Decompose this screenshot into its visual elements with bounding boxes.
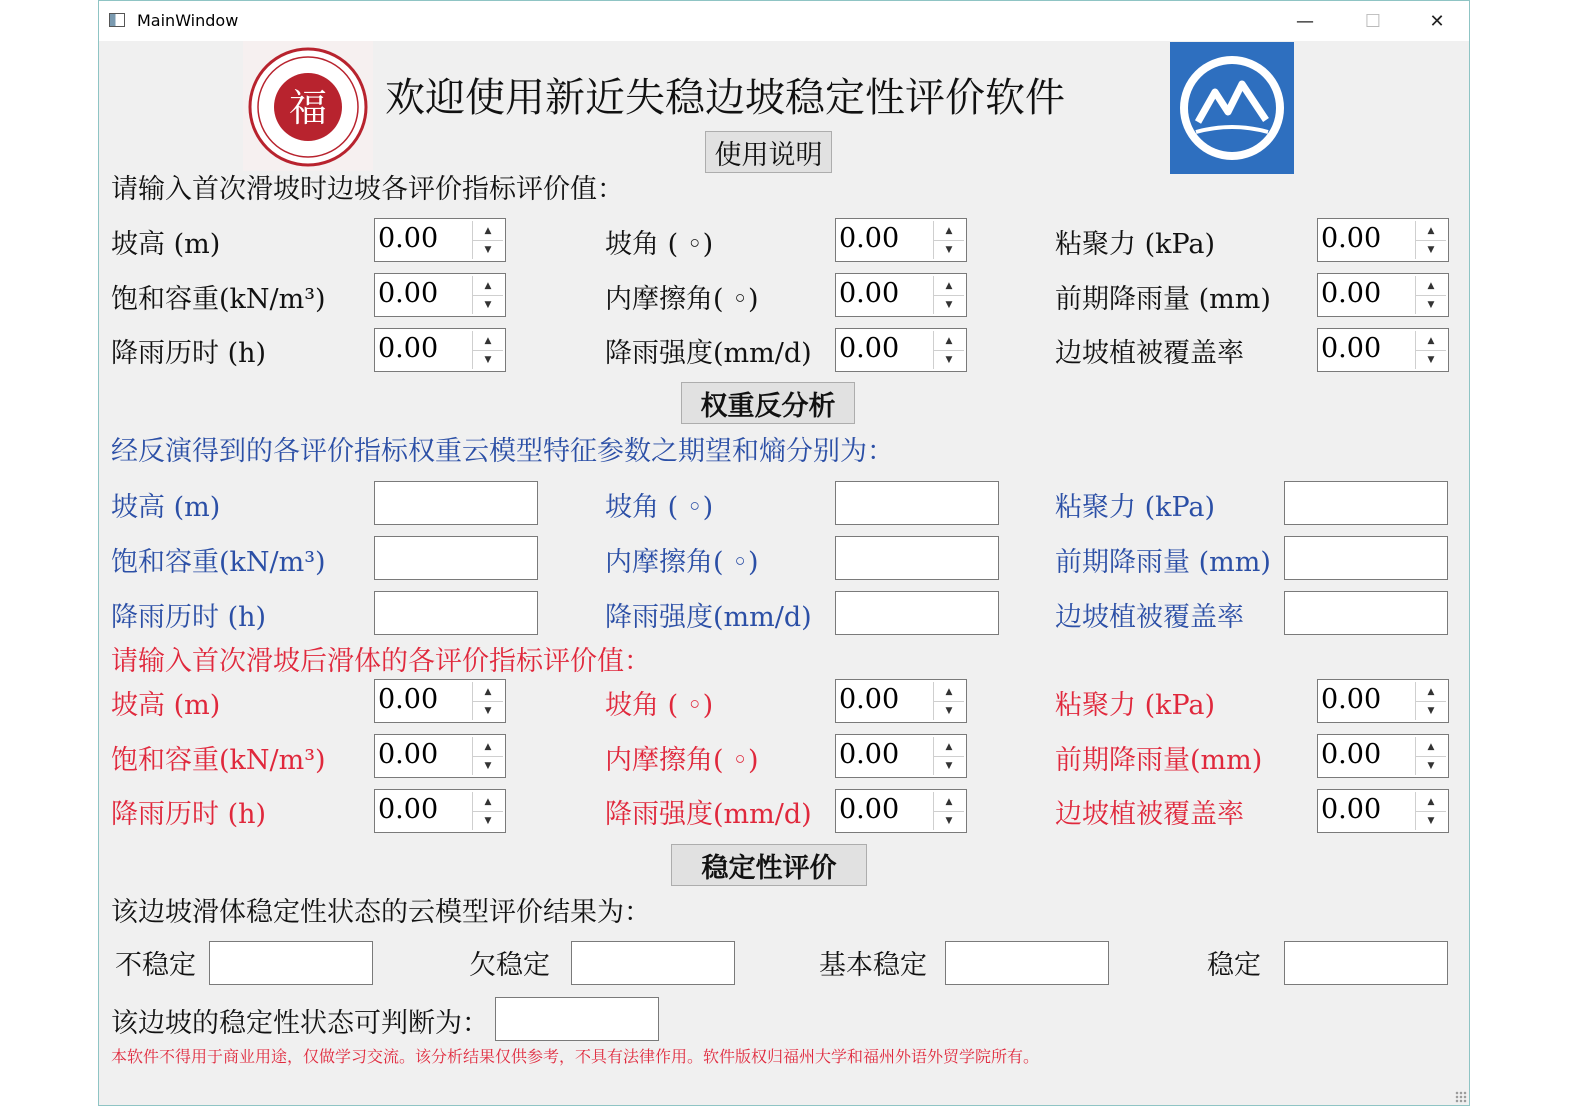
- spin-down-arrow-icon[interactable]: ▼: [1427, 815, 1435, 826]
- app-icon: [109, 13, 125, 27]
- spin-up-arrow-icon[interactable]: ▲: [1416, 682, 1446, 702]
- spin-down-arrow-icon[interactable]: ▼: [1427, 299, 1435, 310]
- spin-down-arrow-icon[interactable]: ▼: [945, 244, 953, 255]
- s3-slope-height-spinbox[interactable]: [374, 679, 506, 723]
- stable-output[interactable]: [1284, 941, 1448, 985]
- label-unstable: 不稳定: [115, 950, 196, 981]
- window-title: MainWindow: [137, 11, 239, 30]
- spin-down-arrow-icon[interactable]: ▼: [484, 815, 492, 826]
- s1-label-rain-duration: 降雨历时 (h): [111, 338, 267, 369]
- s3-label-unit-weight: 饱和容重(kN/m³): [111, 745, 326, 776]
- spin-value[interactable]: 0.00: [1321, 794, 1382, 825]
- s1-slope-angle-spinbox[interactable]: [835, 218, 967, 262]
- s1-rain-duration-spinbox[interactable]: [374, 328, 506, 372]
- maximize-button[interactable]: ☐: [1364, 10, 1382, 32]
- spin-value[interactable]: 0.00: [839, 333, 900, 364]
- spin-down-arrow-icon[interactable]: ▼: [945, 760, 953, 771]
- help-button[interactable]: 使用说明: [705, 131, 832, 173]
- s2-antecedent-rain-output[interactable]: [1284, 536, 1448, 580]
- s2-label-friction-angle: 内摩擦角( ◦): [605, 547, 759, 578]
- s1-rain-intensity-spinbox[interactable]: [835, 328, 967, 372]
- s2-label-vegetation: 边坡植被覆盖率: [1055, 602, 1244, 633]
- footer-disclaimer: 本软件不得用于商业用途，仅做学习交流。该分析结果仅供参考，不具有法律作用。软件版权归福州大学和福州外语外贸学院所有。: [111, 1047, 1040, 1066]
- spin-down-arrow-icon[interactable]: ▼: [945, 299, 953, 310]
- spin-up-arrow-icon[interactable]: ▲: [473, 792, 503, 812]
- spin-up-arrow-icon[interactable]: ▲: [934, 331, 964, 351]
- main-window: [98, 0, 1470, 1106]
- s3-label-rain-intensity: 降雨强度(mm/d): [605, 799, 812, 830]
- s1-label-unit-weight: 饱和容重(kN/m³): [111, 284, 326, 315]
- spin-value[interactable]: 0.00: [1321, 278, 1382, 309]
- spin-value[interactable]: 0.00: [378, 794, 439, 825]
- s3-label-slope-height: 坡高 (m): [111, 690, 221, 721]
- spin-down-arrow-icon[interactable]: ▼: [945, 354, 953, 365]
- s2-label-rain-duration: 降雨历时 (h): [111, 602, 267, 633]
- s2-slope-height-output[interactable]: [374, 481, 538, 525]
- spin-down-arrow-icon[interactable]: ▼: [484, 299, 492, 310]
- s1-label-slope-angle: 坡角 ( ◦): [605, 229, 714, 260]
- minimize-button[interactable]: —: [1296, 10, 1314, 32]
- s3-label-antecedent-rain: 前期降雨量(mm): [1055, 745, 1263, 776]
- spin-value[interactable]: 0.00: [378, 278, 439, 309]
- spin-down-arrow-icon[interactable]: ▼: [945, 815, 953, 826]
- section1-heading: 请输入首次滑坡时边坡各评价指标评价值：: [111, 174, 624, 205]
- spin-down-arrow-icon[interactable]: ▼: [484, 244, 492, 255]
- spin-up-arrow-icon[interactable]: ▲: [1416, 792, 1446, 812]
- spin-value[interactable]: 0.00: [378, 333, 439, 364]
- s3-rain-intensity-spinbox[interactable]: [835, 789, 967, 833]
- spin-down-arrow-icon[interactable]: ▼: [1427, 354, 1435, 365]
- spin-up-arrow-icon[interactable]: ▲: [473, 682, 503, 702]
- spin-value[interactable]: 0.00: [1321, 684, 1382, 715]
- fuzhou-university-logo: [243, 41, 373, 171]
- spin-up-arrow-icon[interactable]: ▲: [1416, 331, 1446, 351]
- section2-heading: 经反演得到的各评价指标权重云模型特征参数之期望和熵分别为：: [111, 436, 894, 467]
- s3-antecedent-rain-spinbox[interactable]: [1317, 734, 1449, 778]
- spin-up-arrow-icon[interactable]: ▲: [934, 792, 964, 812]
- spin-down-arrow-icon[interactable]: ▼: [1427, 705, 1435, 716]
- result-heading: 该边坡滑体稳定性状态的云模型评价结果为：: [111, 897, 651, 928]
- spin-value[interactable]: 0.00: [378, 223, 439, 254]
- spin-up-arrow-icon[interactable]: ▲: [934, 276, 964, 296]
- s2-label-antecedent-rain: 前期降雨量 (mm): [1055, 547, 1271, 578]
- close-button[interactable]: ✕: [1429, 10, 1445, 32]
- spin-up-arrow-icon[interactable]: ▲: [473, 331, 503, 351]
- s1-label-cohesion: 粘聚力 (kPa): [1055, 229, 1216, 260]
- s3-label-vegetation: 边坡植被覆盖率: [1055, 799, 1244, 830]
- s1-label-antecedent-rain: 前期降雨量 (mm): [1055, 284, 1271, 315]
- spin-up-arrow-icon[interactable]: ▲: [1416, 737, 1446, 757]
- spin-value[interactable]: 0.00: [839, 684, 900, 715]
- s2-label-slope-angle: 坡角 ( ◦): [605, 492, 714, 523]
- spin-up-arrow-icon[interactable]: ▲: [934, 221, 964, 241]
- page-title: 欢迎使用新近失稳边坡稳定性评价软件: [385, 75, 1065, 121]
- s3-rain-duration-spinbox[interactable]: [374, 789, 506, 833]
- s2-label-slope-height: 坡高 (m): [111, 492, 221, 523]
- s2-label-unit-weight: 饱和容重(kN/m³): [111, 547, 326, 578]
- s1-label-friction-angle: 内摩擦角( ◦): [605, 284, 759, 315]
- s1-label-slope-height: 坡高 (m): [111, 229, 221, 260]
- s1-slope-height-spinbox[interactable]: [374, 218, 506, 262]
- spin-up-arrow-icon[interactable]: ▲: [1416, 221, 1446, 241]
- s1-friction-angle-spinbox[interactable]: [835, 273, 967, 317]
- spin-value[interactable]: 0.00: [378, 684, 439, 715]
- spin-down-arrow-icon[interactable]: ▼: [484, 354, 492, 365]
- s1-label-vegetation: 边坡植被覆盖率: [1055, 338, 1244, 369]
- s1-unit-weight-spinbox[interactable]: [374, 273, 506, 317]
- spin-value[interactable]: 0.00: [839, 794, 900, 825]
- label-stable: 稳定: [1207, 950, 1261, 981]
- judge-label: 该边坡的稳定性状态可判断为：: [111, 1008, 489, 1039]
- resize-grip-icon[interactable]: [1455, 1091, 1467, 1103]
- s1-antecedent-rain-spinbox[interactable]: [1317, 273, 1449, 317]
- s2-rain-duration-output[interactable]: [374, 591, 538, 635]
- spin-up-arrow-icon[interactable]: ▲: [1416, 276, 1446, 296]
- s2-vegetation-output[interactable]: [1284, 591, 1448, 635]
- spin-up-arrow-icon[interactable]: ▲: [934, 737, 964, 757]
- s3-unit-weight-spinbox[interactable]: [374, 734, 506, 778]
- s3-label-rain-duration: 降雨历时 (h): [111, 799, 267, 830]
- label-basically-stable: 基本稳定: [819, 950, 927, 981]
- s2-cohesion-output[interactable]: [1284, 481, 1448, 525]
- spin-up-arrow-icon[interactable]: ▲: [473, 737, 503, 757]
- s3-label-slope-angle: 坡角 ( ◦): [605, 690, 714, 721]
- spin-value[interactable]: 0.00: [1321, 333, 1382, 364]
- spin-value[interactable]: 0.00: [1321, 739, 1382, 770]
- s3-cohesion-spinbox[interactable]: [1317, 679, 1449, 723]
- s2-rain-intensity-output[interactable]: [835, 591, 999, 635]
- s1-label-rain-intensity: 降雨强度(mm/d): [605, 338, 812, 369]
- spin-down-arrow-icon[interactable]: ▼: [484, 760, 492, 771]
- spin-down-arrow-icon[interactable]: ▼: [1427, 760, 1435, 771]
- spin-up-arrow-icon[interactable]: ▲: [473, 276, 503, 296]
- s3-label-cohesion: 粘聚力 (kPa): [1055, 690, 1216, 721]
- college-logo: [1170, 42, 1294, 174]
- s1-vegetation-spinbox[interactable]: [1317, 328, 1449, 372]
- spin-up-arrow-icon[interactable]: ▲: [473, 221, 503, 241]
- spin-down-arrow-icon[interactable]: ▼: [484, 705, 492, 716]
- judge-output[interactable]: [495, 997, 659, 1041]
- s3-slope-angle-spinbox[interactable]: [835, 679, 967, 723]
- spin-value[interactable]: 0.00: [839, 278, 900, 309]
- s2-label-rain-intensity: 降雨强度(mm/d): [605, 602, 812, 633]
- spin-value[interactable]: 0.00: [839, 739, 900, 770]
- spin-value[interactable]: 0.00: [839, 223, 900, 254]
- label-less-stable: 欠稳定: [469, 950, 550, 981]
- spin-down-arrow-icon[interactable]: ▼: [1427, 244, 1435, 255]
- weight-back-analysis-button[interactable]: 权重反分析: [681, 382, 855, 424]
- spin-down-arrow-icon[interactable]: ▼: [945, 705, 953, 716]
- spin-up-arrow-icon[interactable]: ▲: [934, 682, 964, 702]
- less-stable-output[interactable]: [571, 941, 735, 985]
- s2-friction-angle-output[interactable]: [835, 536, 999, 580]
- s3-friction-angle-spinbox[interactable]: [835, 734, 967, 778]
- s2-unit-weight-output[interactable]: [374, 536, 538, 580]
- stability-evaluation-button[interactable]: 稳定性评价: [671, 844, 867, 886]
- title-bar: [99, 1, 1469, 41]
- s1-cohesion-spinbox[interactable]: [1317, 218, 1449, 262]
- unstable-output[interactable]: [209, 941, 373, 985]
- s2-label-cohesion: 粘聚力 (kPa): [1055, 492, 1216, 523]
- spin-value[interactable]: 0.00: [378, 739, 439, 770]
- spin-value[interactable]: 0.00: [1321, 223, 1382, 254]
- s3-label-friction-angle: 内摩擦角( ◦): [605, 745, 759, 776]
- section3-heading: 请输入首次滑坡后滑体的各评价指标评价值：: [111, 646, 651, 677]
- s3-vegetation-spinbox[interactable]: [1317, 789, 1449, 833]
- basically-stable-output[interactable]: [945, 941, 1109, 985]
- s2-slope-angle-output[interactable]: [835, 481, 999, 525]
- logo-character: 福: [288, 86, 328, 130]
